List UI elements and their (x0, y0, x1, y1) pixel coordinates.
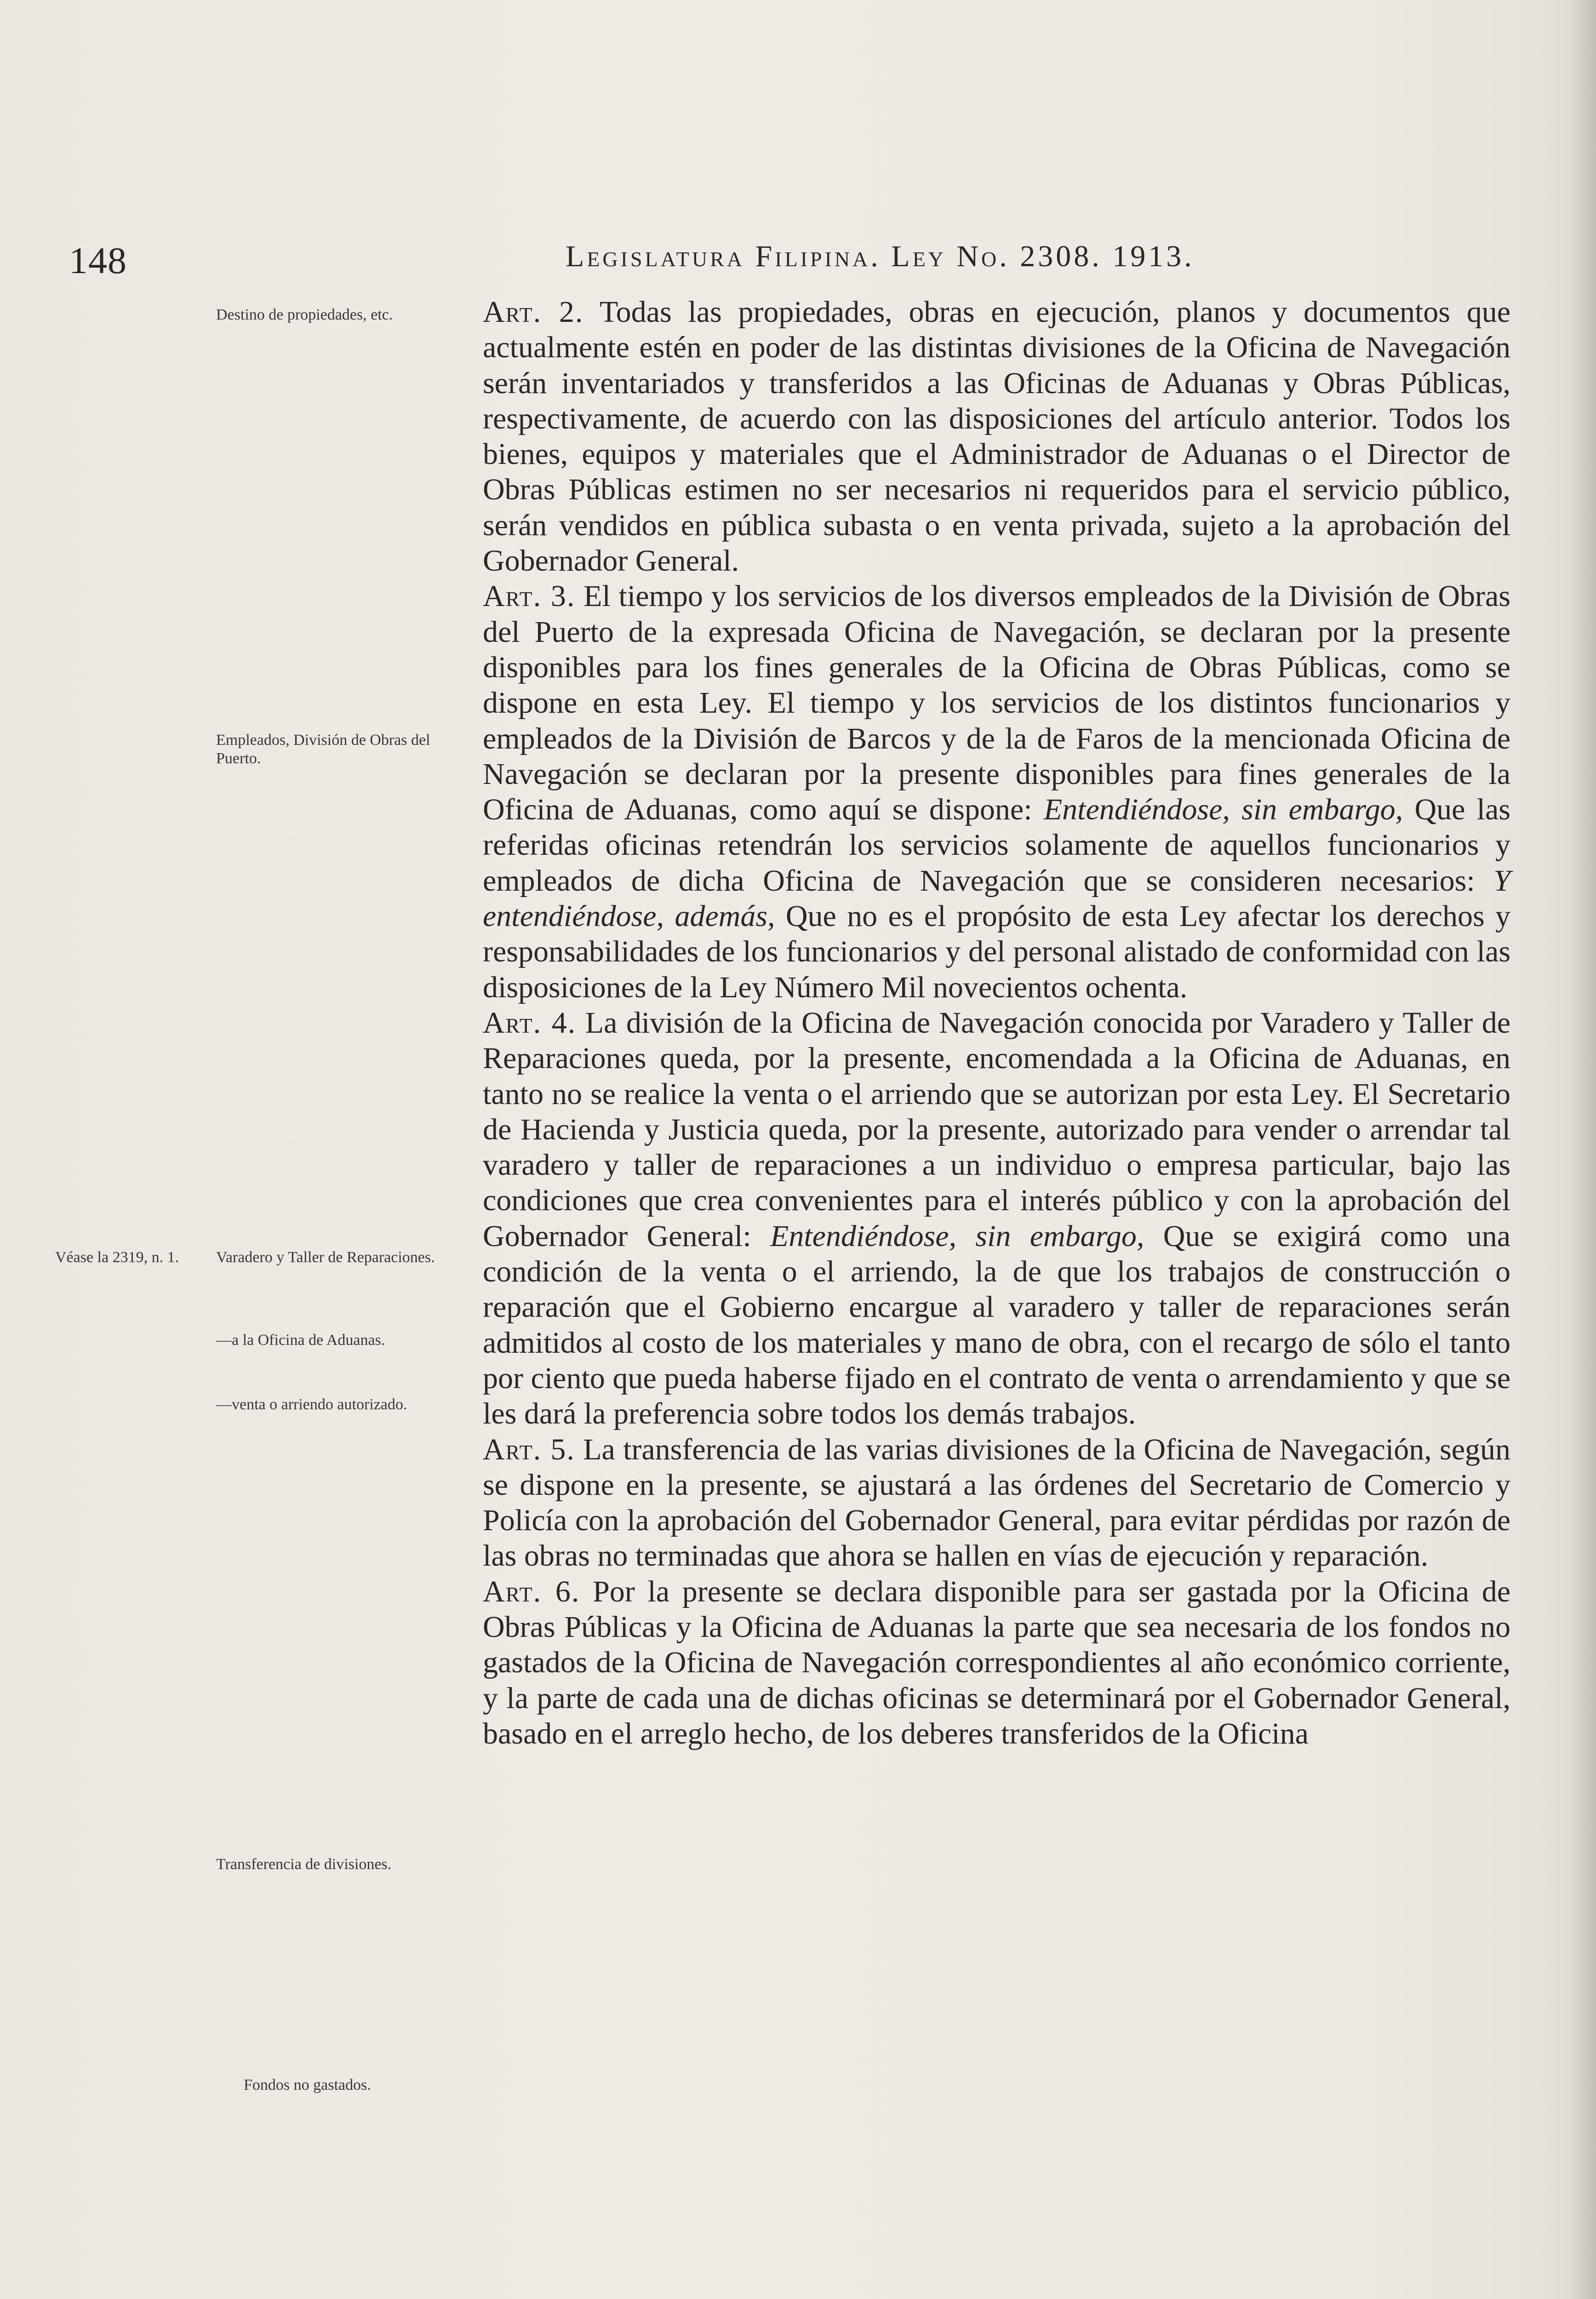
margin-note-oficina-aduanas: —a la Oficina de Aduanas. (216, 1332, 385, 1349)
article-italic: Entendiéndose, sin embargo, (770, 1219, 1144, 1253)
article-3 (483, 578, 1510, 1005)
margin-note-fondos: Fondos no gastados. (244, 2076, 371, 2093)
margin-note-varadero: Varadero y Taller de Reparaciones. (216, 1249, 435, 1266)
article-italic: Y entendiéndose, además, (483, 864, 1510, 933)
article-italic: Entendiéndose, sin embargo, (1043, 793, 1403, 827)
article-5 (483, 1432, 1510, 1574)
article-text: La transferencia de las varias divisiones de la Oficina de Navegación, según se dispone en la presente, se ajustará a las órdenes del Secretario de Comercio y Policía con la aprobación del Gobernador General, para evitar pérdidas por razón de las obras no terminadas que ahora se hallen en vías de ejecución y reparación. (483, 1432, 1511, 1573)
article-text: El tiempo y los servicios de los diversos empleados de la División de Obras del Puerto de la expresada Oficina de Navegación, se declaran por la presente disponibles para los fines generales de la Oficina de Obras Públicas, como se dispone en esta Ley. El tiempo y los servicios de los distintos funcionarios y empleados de la División de Barcos y de la de Faros de la mencionada Oficina de Navegación se declaran por la presente disponibles para fines generales de la Oficina de Aduanas, como aquí se dispone: (483, 579, 1510, 827)
article-2 (483, 294, 1510, 578)
margin-note-vease: Véase la 2319, n. 1. (55, 1249, 179, 1266)
article-text: Todas las propiedades, obras en ejecución, planos y documentos que actualmente estén en poder de las distintas divisiones de la Oficina de Navegación serán inventariados y transferidos a las Oficinas de Aduanas y Obras Públicas, respectivamente, de acuerdo con las disposiciones del artículo anterior. Todos los bienes, equipos y materiales que el Administrador de Aduanas o el Director de Obras Públicas estimen no ser necesarios ni requeridos para el servicio público, serán vendidos en pública subasta o en venta privada, sujeto a la aprobación del Gobernador General. (483, 295, 1510, 578)
article-label: Art. 6. (483, 1574, 580, 1608)
margin-note-transferencia: Transferencia de divisiones. (216, 1856, 392, 1873)
article-label: Art. 3. (483, 579, 576, 613)
page-number: 148 (69, 240, 127, 281)
article-4 (483, 1005, 1510, 1432)
body-text (483, 294, 1510, 1751)
article-label: Art. 4. (483, 1006, 577, 1040)
article-text: Que no es el propósito de esta Ley afectar los derechos y responsabilidades de los funcionarios y del personal alistado de conformidad con las disposiciones de la Ley Número Mil novecientos ochenta. (483, 899, 1511, 1004)
article-text: Por la presente se declara disponible para ser gastada por la Oficina de Obras Públicas y la Oficina de Aduanas la parte que sea necesaria de los fondos no gastados de la Oficina de Navegación correspondientes al año económico corriente, y la parte de cada una de dichas oficinas se determinará por el Gobernador General, basado en el arreglo hecho, de los deberes transferidos de la Oficina (483, 1574, 1511, 1750)
margin-note-empleados: Empleados, División de Obras del Puerto. (216, 732, 430, 767)
margin-note-venta: —venta o arriendo autorizado. (216, 1396, 407, 1413)
article-text: Que se exigirá como una condición de la venta o el arriendo, la de que los trabajos de construcción o reparación que el Gobierno encargue al varadero y taller de reparaciones serán admitidos al costo de los materiales y mano de obra, con el recargo de sólo el tanto por ciento que pueda haberse fijado en el contrato de venta o arrendamiento y que se les dará la preferencia sobre todos los demás trabajos. (483, 1219, 1511, 1431)
article-text: Que las referidas oficinas retendrán los servicios solamente de aquellos funcionarios y empleados de dicha Oficina de Navegación que se consideren necesarios: (483, 793, 1510, 898)
margin-note-destino: Destino de propiedades, etc. (216, 306, 393, 323)
page-edge-shadow (1568, 0, 1596, 2299)
article-6 (483, 1574, 1510, 1751)
running-head: Legislatura Filipina. Ley No. 2308. 1913. (566, 240, 1195, 273)
article-label: Art. 5. (483, 1432, 575, 1466)
article-label: Art. 2. (483, 295, 584, 329)
article-text: La división de la Oficina de Navegación conocida por Varadero y Taller de Reparaciones queda, por la presente, encomendada a la Oficina de Aduanas, en tanto no se realice la venta o el arriendo que se autorizan por esta Ley. El Secretario de Hacienda y Justicia queda, por la presente, autorizado para vender o arrendar tal varadero y taller de reparaciones a un individuo o empresa particular, bajo las condiciones que crea convenientes para el interés público y con la aprobación del Gobernador General: (483, 1006, 1511, 1253)
